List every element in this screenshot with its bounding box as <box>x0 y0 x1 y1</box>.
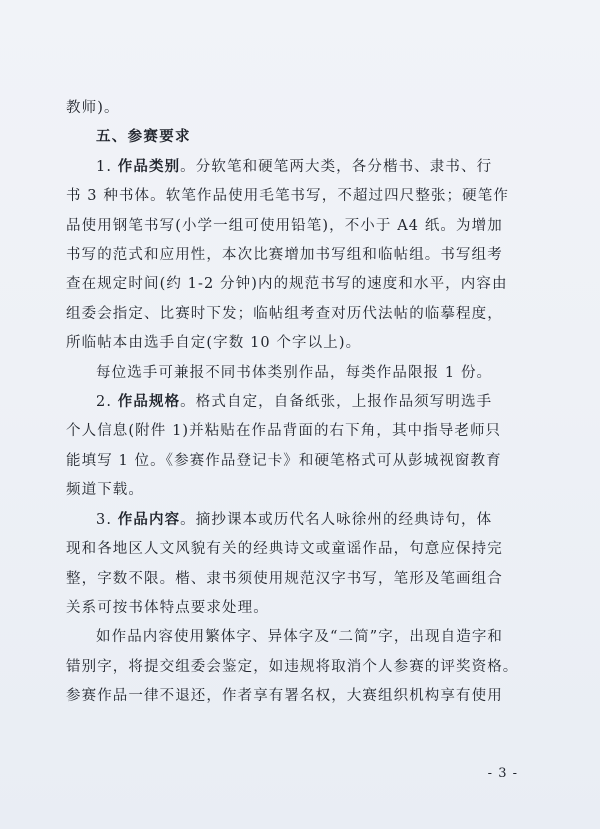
item-title: 作品内容 <box>117 511 181 528</box>
text-line: 整，字数不限。楷、隶书须使用规范汉字书写，笔形及笔画组合 <box>66 570 503 587</box>
text-run: 。摘抄课本或历代名人咏徐州的经典诗句，体 <box>180 511 493 528</box>
document-body <box>66 94 519 712</box>
text-line: 频道下载。 <box>66 482 144 499</box>
page-number: - 3 - <box>487 766 518 781</box>
paragraph-work-content <box>66 506 510 624</box>
text-line <box>66 506 510 535</box>
item-number: 1. <box>96 158 113 175</box>
text-line: 书写的范式和应用性，本次比赛增加书写组和临帖组。书写组考 <box>66 247 503 264</box>
text-line: 组委会指定、比赛时下发；临帖组考查对历代法帖的临摹程度， <box>66 305 503 322</box>
text-line: 错别字，将提交组委会鉴定，如违规将取消个人参赛的评奖资格。 <box>66 658 519 675</box>
item-title: 作品类别 <box>117 158 181 175</box>
item-number: 3. <box>96 511 113 528</box>
paragraph-multi-entry <box>66 359 510 388</box>
text-line <box>66 153 510 182</box>
text-line: 所临帖本由选手自定(字数 10 个字以上)。 <box>66 335 362 352</box>
text-run: 。分软笔和硬笔两大类，各分楷书、隶书、行 <box>180 158 493 175</box>
text-line: 教师)。 <box>66 100 120 116</box>
paragraph-character-rules <box>66 623 519 711</box>
paragraph-continuation <box>66 94 510 123</box>
paragraph-work-category <box>66 153 510 359</box>
text-line: 能填写 1 位。《参赛作品登记卡》和硬笔格式可从彭城视窗教育 <box>66 452 502 469</box>
text-line: 如作品内容使用繁体字、异体字及“二简”字，出现自造字和 <box>96 629 504 646</box>
text-line: 书 3 种书体。软笔作品使用毛笔书写，不超过四尺整张；硬笔作 <box>66 188 509 205</box>
text-line: 关系可按书体特点要求处理。 <box>66 599 269 616</box>
text-line: 参赛作品一律不退还，作者享有署名权，大赛组织机构享有使用 <box>66 688 503 705</box>
text-line: 查在规定时间(约 1-2 分钟)内的规范书写的速度和水平，内容由 <box>66 276 508 293</box>
text-run: 。格式自定，自备纸张，上报作品须写明选手 <box>180 394 493 411</box>
item-title: 作品规格 <box>117 394 181 411</box>
text-line: 品使用钢笔书写(小学一组可使用铅笔)，不小于 A4 纸。为增加 <box>66 217 503 234</box>
text-line: 现和各地区人文风貌有关的经典诗文或童谣作品，句意应保持完 <box>66 541 503 558</box>
section-heading: 五、参赛要求 <box>96 129 191 146</box>
paragraph-work-format <box>66 388 510 506</box>
text-line: 个人信息(附件 1)并粘贴在作品背面的右下角，其中指导老师只 <box>66 423 502 440</box>
text-line: 每位选手可兼报不同书体类别作品，每类作品限报 1 份。 <box>96 364 493 381</box>
text-line <box>66 388 510 417</box>
item-number: 2. <box>96 394 113 411</box>
